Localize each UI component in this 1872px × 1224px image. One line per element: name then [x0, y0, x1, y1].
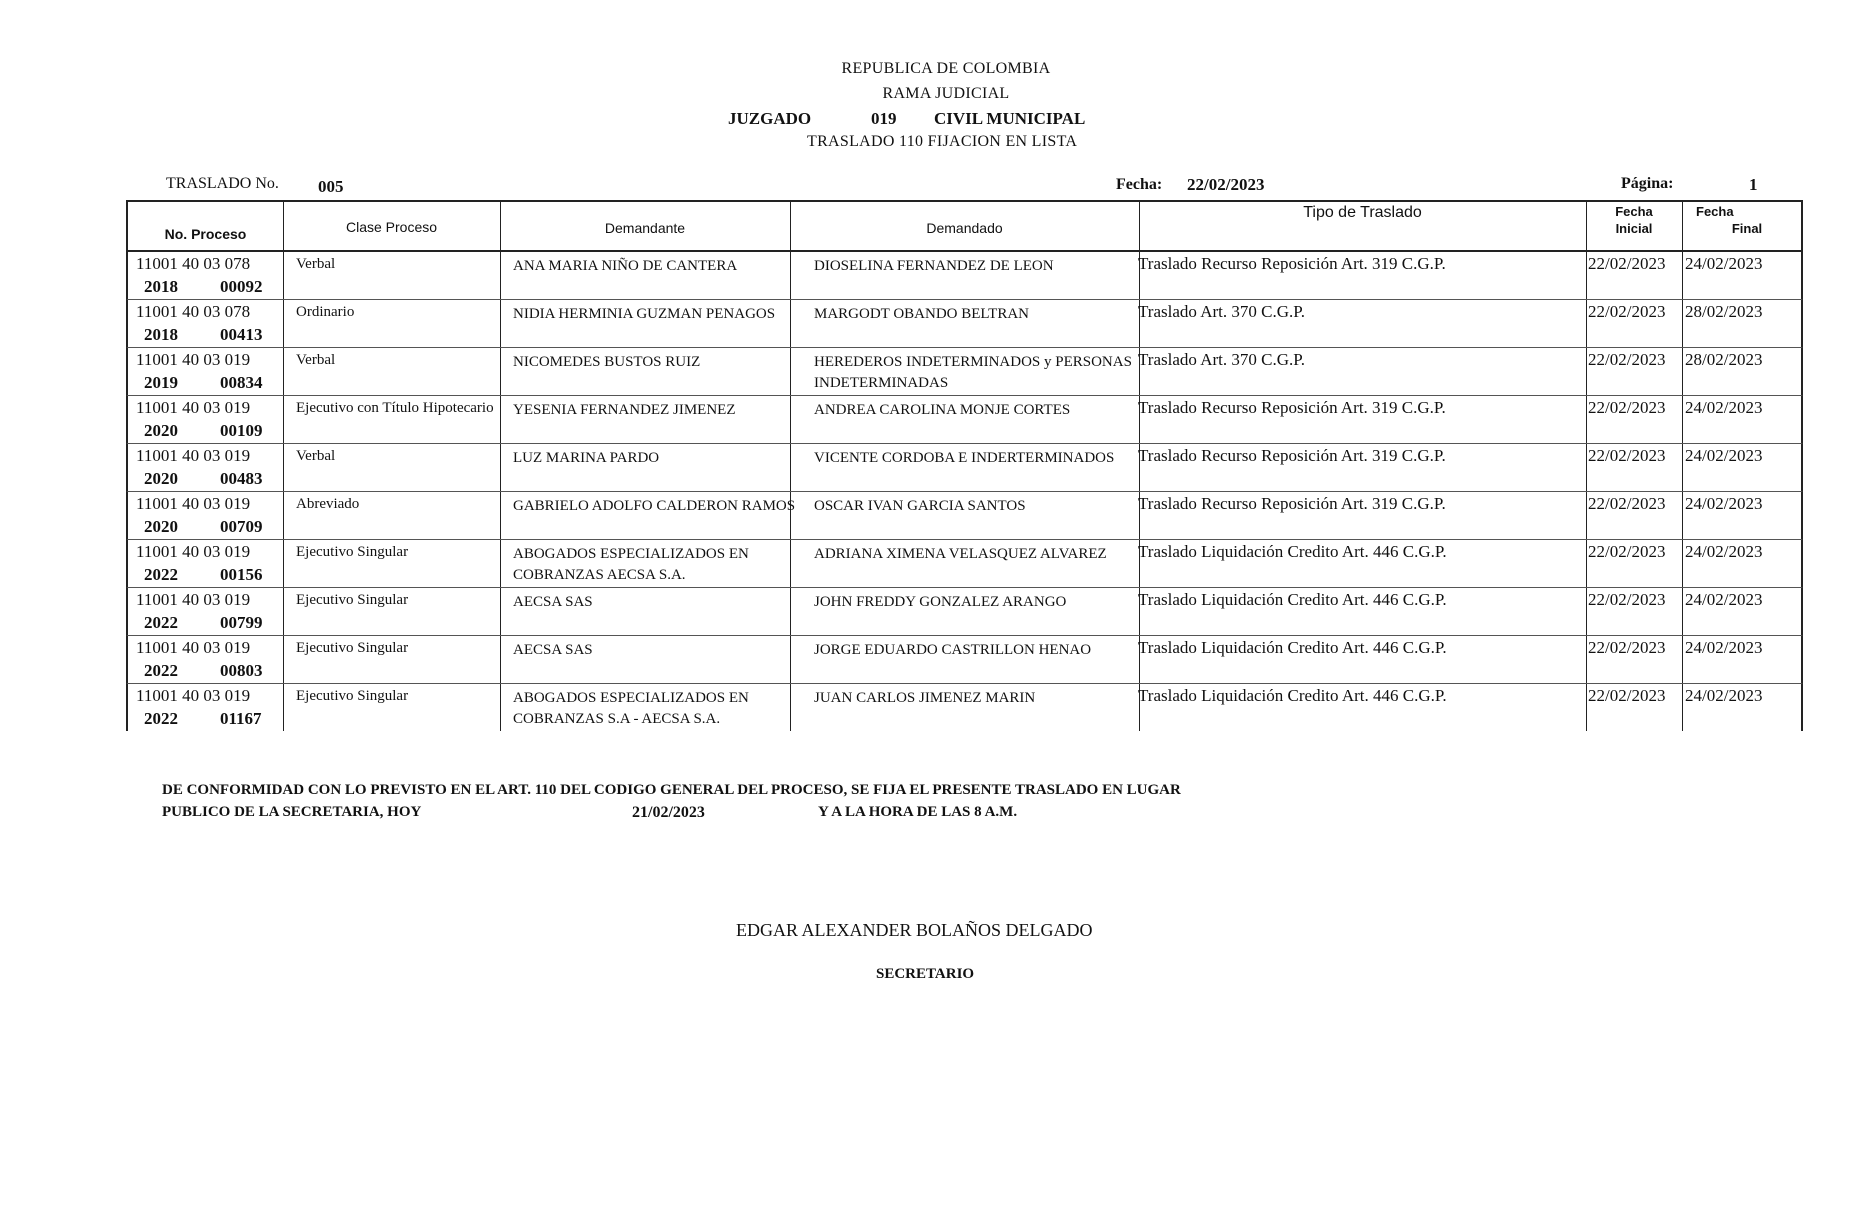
clase-proceso: Verbal — [296, 448, 336, 464]
pagina-value: 1 — [1749, 175, 1758, 194]
demandante: AECSA SAS — [513, 642, 593, 658]
table-row — [126, 348, 1803, 396]
tipo-traslado: Traslado Liquidación Credito Art. 446 C.G.P. — [1138, 542, 1447, 561]
traslado-number: 005 — [318, 177, 344, 196]
fecha-final: 28/02/2023 — [1685, 350, 1763, 369]
table-row — [126, 636, 1803, 684]
signer-title: SECRETARIO — [876, 966, 975, 982]
process-number — [144, 324, 263, 345]
demandado: JUAN CARLOS JIMENEZ MARIN — [814, 690, 1036, 706]
fecha-inicial: 22/02/2023 — [1588, 638, 1666, 657]
clase-proceso: Ejecutivo con Título Hipotecario — [296, 400, 494, 416]
process-number — [144, 516, 263, 537]
process-year: 2018 — [144, 325, 178, 344]
demandado: JORGE EDUARDO CASTRILLON HENAO — [814, 642, 1092, 658]
process-code: 11001 40 03 078 — [136, 254, 251, 273]
process-number — [144, 564, 263, 585]
traslado-label: TRASLADO No. — [166, 175, 279, 192]
process-year: 2020 — [144, 421, 178, 440]
demandado: ADRIANA XIMENA VELASQUEZ ALVAREZ — [814, 546, 1107, 562]
process-number — [144, 276, 263, 297]
demandado: OSCAR IVAN GARCIA SANTOS — [814, 498, 1026, 514]
table-header — [126, 200, 1803, 252]
traslado-table — [126, 200, 1803, 731]
table-row — [126, 252, 1803, 300]
process-number — [144, 612, 263, 633]
demandado: VICENTE CORDOBA E INDERTERMINADOS — [814, 450, 1115, 466]
demandante: NICOMEDES BUSTOS RUIZ — [513, 354, 701, 370]
col-fecha-inicial-line1: Fecha — [1615, 204, 1653, 219]
process-radicado: 00092 — [220, 277, 263, 296]
court-type: CIVIL MUNICIPAL — [934, 109, 1086, 128]
footer-fixing-hour: Y A LA HORA DE LAS 8 A.M. — [818, 804, 1018, 820]
col-fecha-inicial-line2: Inicial — [1615, 221, 1653, 236]
fecha-value: 22/02/2023 — [1187, 175, 1265, 194]
court-label: JUZGADO — [728, 109, 812, 128]
clase-proceso: Ejecutivo Singular — [296, 544, 409, 560]
process-radicado: 00156 — [220, 565, 263, 584]
process-code: 11001 40 03 019 — [136, 494, 251, 513]
fecha-final: 24/02/2023 — [1685, 446, 1763, 465]
col-tipo: Tipo de Traslado — [1303, 204, 1422, 221]
court-number: 019 — [871, 109, 897, 128]
process-code: 11001 40 03 019 — [136, 350, 251, 369]
process-code: 11001 40 03 019 — [136, 638, 251, 657]
tipo-traslado: Traslado Recurso Reposición Art. 319 C.G.P. — [1138, 254, 1446, 273]
col-fecha-final-line1: Fecha — [1696, 204, 1734, 219]
demandante: GABRIELO ADOLFO CALDERON RAMOS — [513, 498, 796, 514]
process-number — [144, 468, 263, 489]
fecha-final: 24/02/2023 — [1685, 590, 1763, 609]
col-fecha-inicial — [1586, 203, 1682, 251]
clase-proceso: Abreviado — [296, 496, 360, 512]
document-subtitle: TRASLADO 110 FIJACION EN LISTA — [807, 133, 1078, 150]
fecha-final: 24/02/2023 — [1685, 494, 1763, 513]
process-radicado: 00413 — [220, 325, 263, 344]
fecha-inicial: 22/02/2023 — [1588, 494, 1666, 513]
table-row — [126, 444, 1803, 492]
fecha-final: 24/02/2023 — [1685, 542, 1763, 561]
tipo-traslado: Traslado Recurso Reposición Art. 319 C.G.P. — [1138, 398, 1446, 417]
branch-heading: RAMA JUDICIAL — [882, 85, 1010, 102]
process-year: 2018 — [144, 277, 178, 296]
fecha-final: 28/02/2023 — [1685, 302, 1763, 321]
process-year: 2022 — [144, 565, 178, 584]
clase-proceso: Ejecutivo Singular — [296, 640, 409, 656]
fecha-label: Fecha: — [1116, 176, 1163, 193]
clase-proceso: Ordinario — [296, 304, 355, 320]
demandado: DIOSELINA FERNANDEZ DE LEON — [814, 258, 1054, 274]
process-number — [144, 420, 263, 441]
tipo-traslado: Traslado Liquidación Credito Art. 446 C.G.P. — [1138, 686, 1447, 705]
process-year: 2022 — [144, 709, 178, 728]
demandado: HEREDEROS INDETERMINADOS y PERSONAS INDETERMINADAS — [814, 354, 1132, 391]
process-year: 2019 — [144, 373, 178, 392]
clase-proceso: Verbal — [296, 352, 336, 368]
process-radicado: 00834 — [220, 373, 263, 392]
demandante: NIDIA HERMINIA GUZMAN PENAGOS — [513, 306, 776, 322]
footer-notice-line1: DE CONFORMIDAD CON LO PREVISTO EN EL ART. 110 DEL CODIGO GENERAL DEL PROCESO, SE FIJA EL PRESENTE TRASLADO EN LUGAR — [162, 782, 1181, 798]
process-code: 11001 40 03 019 — [136, 590, 251, 609]
fecha-inicial: 22/02/2023 — [1588, 398, 1666, 417]
table-body — [126, 252, 1803, 731]
demandante: LUZ MARINA PARDO — [513, 450, 660, 466]
process-code: 11001 40 03 019 — [136, 542, 251, 561]
col-proceso: No. Proceso — [164, 226, 247, 242]
fecha-inicial: 22/02/2023 — [1588, 350, 1666, 369]
demandante: AECSA SAS — [513, 594, 593, 610]
process-number — [144, 660, 263, 681]
process-code: 11001 40 03 019 — [136, 686, 251, 705]
table-row — [126, 588, 1803, 636]
fecha-inicial: 22/02/2023 — [1588, 254, 1666, 273]
demandado: JOHN FREDDY GONZALEZ ARANGO — [814, 594, 1067, 610]
demandante: YESENIA FERNANDEZ JIMENEZ — [513, 402, 736, 418]
demandado: ANDREA CAROLINA MONJE CORTES — [814, 402, 1071, 418]
process-number — [144, 708, 262, 729]
demandado: MARGODT OBANDO BELTRAN — [814, 306, 1030, 322]
fecha-inicial: 22/02/2023 — [1588, 542, 1666, 561]
signer-name: EDGAR ALEXANDER BOLAÑOS DELGADO — [736, 920, 1093, 940]
process-year: 2020 — [144, 517, 178, 536]
process-year: 2022 — [144, 613, 178, 632]
col-demandante: Demandante — [604, 220, 686, 236]
process-radicado: 00709 — [220, 517, 263, 536]
col-demandado: Demandado — [926, 220, 1003, 236]
table-row — [126, 492, 1803, 540]
process-radicado: 00803 — [220, 661, 263, 680]
process-code: 11001 40 03 019 — [136, 398, 251, 417]
process-code: 11001 40 03 078 — [136, 302, 251, 321]
footer-notice-line2: PUBLICO DE LA SECRETARIA, HOY — [162, 804, 422, 820]
fecha-final: 24/02/2023 — [1685, 686, 1763, 705]
clase-proceso: Ejecutivo Singular — [296, 592, 409, 608]
process-year: 2020 — [144, 469, 178, 488]
tipo-traslado: Traslado Recurso Reposición Art. 319 C.G.P. — [1138, 494, 1446, 513]
pagina-label: Página: — [1621, 175, 1674, 192]
country-heading: REPUBLICA DE COLOMBIA — [841, 60, 1051, 77]
table-row — [126, 300, 1803, 348]
tipo-traslado: Traslado Recurso Reposición Art. 319 C.G.P. — [1138, 446, 1446, 465]
fecha-inicial: 22/02/2023 — [1588, 686, 1666, 705]
table-row — [126, 396, 1803, 444]
process-radicado: 00483 — [220, 469, 263, 488]
col-fecha-final-line2: Final — [1731, 221, 1763, 236]
fecha-final: 24/02/2023 — [1685, 398, 1763, 417]
footer-fixing-date: 21/02/2023 — [632, 804, 705, 821]
fecha-inicial: 22/02/2023 — [1588, 446, 1666, 465]
process-code: 11001 40 03 019 — [136, 446, 251, 465]
clase-proceso: Ejecutivo Singular — [296, 688, 409, 704]
demandante: ABOGADOS ESPECIALIZADOS EN COBRANZAS AECSA S.A. — [513, 546, 749, 583]
tipo-traslado: Traslado Liquidación Credito Art. 446 C.G.P. — [1138, 590, 1447, 609]
clase-proceso: Verbal — [296, 256, 336, 272]
col-clase: Clase Proceso — [345, 219, 438, 235]
table-row — [126, 540, 1803, 588]
demandante: ANA MARIA NIÑO DE CANTERA — [513, 258, 738, 274]
process-radicado: 00799 — [220, 613, 263, 632]
fecha-final: 24/02/2023 — [1685, 254, 1763, 273]
tipo-traslado: Traslado Art. 370 C.G.P. — [1138, 302, 1306, 321]
process-number — [144, 372, 263, 393]
demandante: ABOGADOS ESPECIALIZADOS EN COBRANZAS S.A - AECSA S.A. — [513, 690, 749, 727]
col-fecha-final — [1682, 203, 1802, 251]
process-year: 2022 — [144, 661, 178, 680]
tipo-traslado: Traslado Liquidación Credito Art. 446 C.G.P. — [1138, 638, 1447, 657]
process-radicado: 01167 — [220, 709, 262, 728]
process-radicado: 00109 — [220, 421, 263, 440]
fecha-inicial: 22/02/2023 — [1588, 302, 1666, 321]
fecha-inicial: 22/02/2023 — [1588, 590, 1666, 609]
fecha-final: 24/02/2023 — [1685, 638, 1763, 657]
table-row — [126, 684, 1803, 731]
tipo-traslado: Traslado Art. 370 C.G.P. — [1138, 350, 1306, 369]
